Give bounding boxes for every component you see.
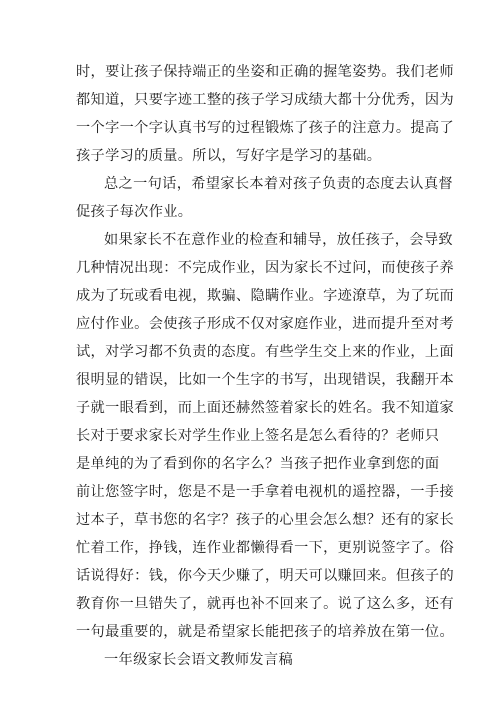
text-line: 成为了玩或看电视，欺骗、隐瞒作业。字迹潦草，为了玩而 <box>76 288 454 304</box>
paragraph-start-line: 总之一句话，希望家长本着对孩子负责的态度去认真督 <box>104 176 453 192</box>
document-title-footer: 一年级家长会语文教师发言稿 <box>104 652 293 668</box>
text-line: 一个字一个字认真书写的过程锻炼了孩子的注意力。提高了 <box>76 120 454 136</box>
text-line: 长对于要求家长对学生作业上签名是怎么看待的？老师只 <box>76 428 440 444</box>
text-line: 都知道，只要字迹工整的孩子学习成绩大都十分优秀，因为 <box>76 92 454 108</box>
text-line: 子就一眼看到，而上面还赫然签着家长的姓名。我不知道家 <box>76 400 454 416</box>
text-line: 是单纯的为了看到你的名字么？当孩子把作业拿到您的面 <box>76 456 440 472</box>
text-line: 一句最重要的，就是希望家长能把孩子的培养放在第一位。 <box>76 624 454 640</box>
text-line: 话说得好：钱，你今天少赚了，明天可以赚回来。但孩子的 <box>76 568 454 584</box>
text-line: 试，对学习都不负责的态度。有些学生交上来的作业，上面 <box>76 344 454 360</box>
text-line: 促孩子每次作业。 <box>76 204 193 220</box>
text-line: 前让您签字时，您是不是一手拿着电视机的遥控器，一手接 <box>76 484 454 500</box>
paragraph-start-line: 如果家长不在意作业的检查和辅导，放任孩子，会导致 <box>104 232 453 248</box>
text-line: 应付作业。会使孩子形成不仅对家庭作业，进而提升至对考 <box>76 316 454 332</box>
text-line: 教育你一旦错失了，就再也补不回来了。说了这么多，还有 <box>76 596 454 612</box>
text-line: 过本子，草书您的名字？孩子的心里会怎么想？还有的家长 <box>76 512 454 528</box>
text-line: 几种情况出现：不完成作业，因为家长不过问，而使孩子养 <box>76 260 454 276</box>
text-line: 时，要让孩子保持端正的坐姿和正确的握笔姿势。我们老师 <box>76 64 454 80</box>
text-line: 孩子学习的质量。所以，写好字是学习的基础。 <box>76 148 382 164</box>
text-line: 很明显的错误，比如一个生字的书写，出现错误，我翻开本 <box>76 372 454 388</box>
text-line: 忙着工作，挣钱，连作业都懒得看一下，更别说签字了。俗 <box>76 540 454 556</box>
